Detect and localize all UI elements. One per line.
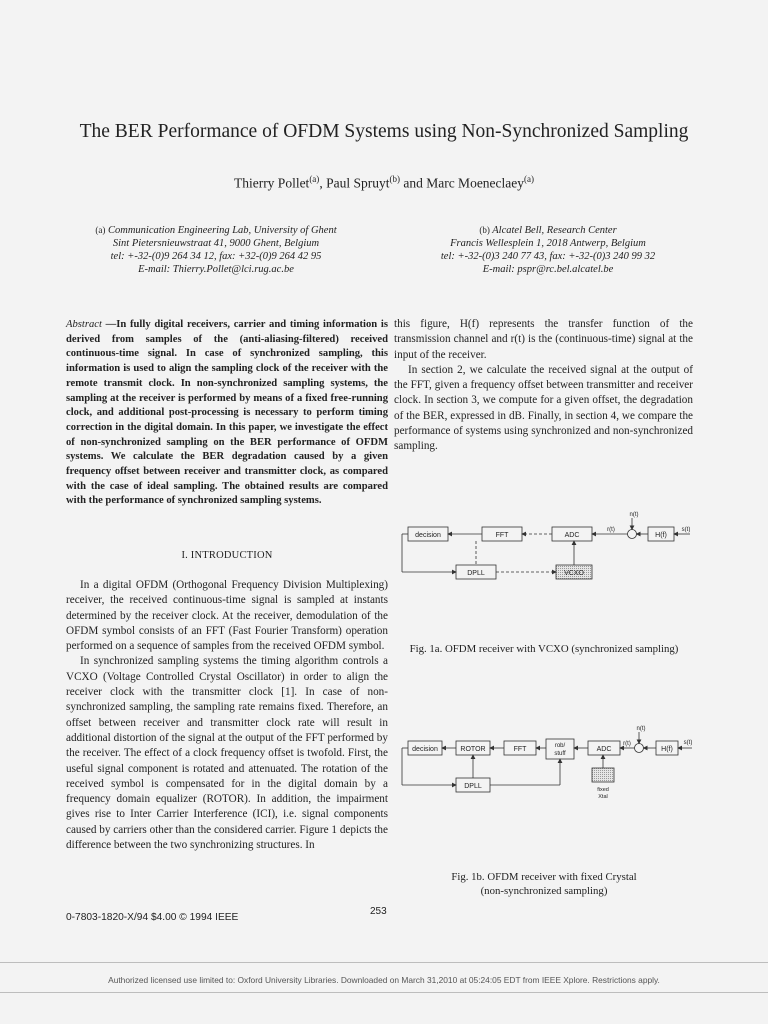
rob-stuff-label: rob/	[554, 743, 566, 749]
copyright-notice: 0-7803-1820-X/94 $4.00 © 1994 IEEE	[66, 912, 239, 923]
affiliation-b	[398, 224, 698, 276]
noise-label: n(t)	[636, 726, 646, 732]
paragraph: In synchronized sampling systems the timing algorithm controls a VCXO (Voltage Controlled Crystal Oscillator) in order to align the receiver clock with the transmitter clock [1]. In case of non-synchronized sampling, the sampling rate remains fixed. Therefore, an offset between receiver and transmitter clock rate will result in additional distortion of the signal at the output of the FFT performed by the receiver. The effect of a clock frequency offset is twofold. First, the useful signal component is rotated and attenuated. The rotation of the received symbol is compensated for in the digital domain by a frequency domain equalizer (ROTOR). In addition, the impairment gives rise to Inter Carrier Interference (ICI), i.e. signal components caused by carriers other than the considered carrier. Figure 1 depicts the difference between the two synchronizing structures. In	[66, 655, 388, 852]
decision-label: decision	[415, 532, 441, 539]
dpll-label: DPLL	[464, 783, 482, 790]
right-column-body	[394, 317, 693, 455]
divider	[0, 962, 768, 963]
abstract-text: —In fully digital receivers, carrier and timing information is derived from samples of the (anti-aliasing-filtered) received continuous-time signal. In case of synchronized sampling, this information is used to align the sampling clock of the receiver with the remote transmit clock. In non-synchronized sampling systems, the sampling at the receiver is performed by means of a fixed free-running clock, and additional post-processing is necessary to perform timing correction in the digital domain. In this paper, we investigate the effect of non-synchronized sampling on the BER performance of OFDM systems. We calculate the BER degradation caused by a given frequency offset between receiver and transmitter clock, as compared with the case of ideal sampling. The obtained results are compared with the performance of synchronized sampling systems.	[66, 319, 388, 507]
transmit-signal-label: s(t)	[681, 527, 691, 533]
caption-line: Fig. 1b. OFDM receiver with fixed Crystal	[451, 871, 637, 883]
affiliation-line: E-mail: pspr@rc.bel.alcatel.be	[482, 264, 614, 275]
fixed-xtal-label: Xtal	[598, 794, 608, 800]
affiliation-a	[66, 224, 366, 276]
figure-1a-block-diagram	[396, 508, 696, 592]
adc-label: ADC	[564, 532, 580, 539]
license-notice: Authorized licensed use limited to: Oxford University Libraries. Downloaded on March 31,2010 at 05:24:05 EDT from IEEE Xplore. Restrictions apply.	[108, 975, 660, 985]
transmit-signal-label: s(t)	[683, 740, 693, 746]
received-signal-label: r(t)	[607, 527, 615, 533]
abstract	[66, 318, 388, 509]
author-affiliation-mark: (b)	[389, 174, 400, 184]
fixed-xtal-block	[592, 768, 614, 782]
adc-label: ADC	[596, 746, 612, 753]
author-affiliation-mark: (a)	[524, 174, 535, 184]
affiliation-line: E-mail: Thierry.Pollet@lci.rug.ac.be	[138, 264, 294, 275]
affiliation-line: tel: +-32-(0)9 264 34 12, fax: +32-(0)9 264 42 95	[110, 251, 322, 262]
affiliation-line: Communication Engineering Lab, University of Ghent	[107, 225, 337, 236]
affiliation-tag: (b)	[479, 225, 490, 235]
channel-label: H(f)	[661, 746, 673, 753]
noise-adder-circle	[635, 744, 644, 753]
paper-title: The BER Performance of OFDM Systems using Non-Synchronized Sampling	[79, 121, 689, 142]
affiliation-line: Sint Pietersnieuwstraat 41, 9000 Ghent, Belgium	[112, 238, 320, 249]
author-name: Marc Moeneclaey	[426, 175, 525, 191]
affiliation-line: tel: +-32-(0)3 240 77 43, fax: +-32-(0)3 240 99 32	[440, 251, 656, 262]
rob-stuff-label: stuff	[554, 751, 566, 757]
divider	[0, 992, 768, 993]
page-number: 253	[370, 906, 387, 917]
introduction-body	[66, 578, 388, 853]
figure-1a-caption: Fig. 1a. OFDM receiver with VCXO (synchronized sampling)	[409, 643, 679, 655]
figure-1b-caption	[394, 870, 694, 898]
author-affiliation-mark: (a)	[309, 174, 320, 184]
dpll-label: DPLL	[467, 570, 485, 577]
received-signal-label: r(t)	[623, 741, 631, 747]
decision-label: decision	[412, 746, 438, 753]
author-separator: and	[399, 175, 427, 191]
author-list	[40, 174, 728, 192]
caption-line: (non-synchronized sampling)	[480, 885, 608, 897]
channel-label: H(f)	[655, 532, 667, 539]
affiliation-line: Francis Wellesplein 1, 2018 Antwerp, Belgium	[450, 238, 646, 249]
section-heading-introduction: I. INTRODUCTION	[181, 550, 273, 561]
affiliation-line: Alcatel Bell, Research Center	[492, 225, 617, 236]
fft-label: FFT	[495, 532, 509, 539]
fixed-xtal-label: fixed	[597, 787, 609, 793]
abstract-label: Abstract	[66, 319, 102, 330]
rotor-label: ROTOR	[460, 746, 486, 753]
figure-1b-block-diagram	[396, 724, 696, 808]
vcxo-label: VCXO	[564, 570, 584, 577]
author-name: Thierry Pollet	[233, 175, 310, 191]
paragraph: In section 2, we calculate the received signal at the output of the FFT, given a frequency offset between transmitter and receiver clock. In section 3, we compute for a given offset, the degradation of the BER, expressed in dB. Finally, in section 4, we compare the performance of systems using synchronized and non-synchronized sampling.	[394, 363, 693, 453]
paragraph: this figure, H(f) represents the transfer function of the transmission channel and r(t) is the (continuous-time) signal at the input of the receiver.	[394, 318, 693, 361]
author-name: Paul Spruyt	[326, 175, 390, 191]
author-separator: ,	[319, 175, 327, 191]
affiliation-tag: (a)	[95, 225, 106, 235]
paragraph: In a digital OFDM (Orthogonal Frequency Division Multiplexing) receiver, the received continuous-time signal is sampled at instants determined by the receiver clock. At the receiver, demodulation of the OFDM symbol consists of an FFT (Fast Fourier Transform) operation performed on a sequence of samples from the received OFDM symbol.	[66, 579, 388, 653]
fft-label: FFT	[513, 746, 527, 753]
noise-label: n(t)	[629, 512, 639, 518]
noise-adder-circle	[628, 530, 637, 539]
